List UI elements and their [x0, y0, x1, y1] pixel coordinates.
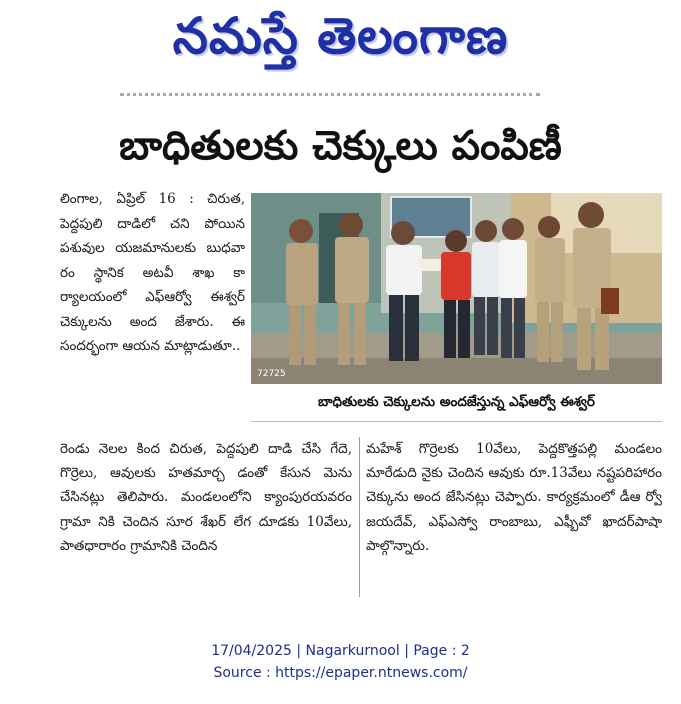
body-right-text: మహేశ్ గొర్రెలకు 10వేలు, పెద్దకొత్తపల్లి మండలం మారేడుది నైకు చెందిన ఆవుకు రూ.13వేలు నష్టపరిహారం చెక్కును అంద జేసినట్లు చెప్పారు. కార్యక్రమంలో డీఆ ర్వో జయదేవ్, ఎఫ్ఎస్వో రాంబాబు, ఎఫ్బీవో ఖాదర్‌పాషా పాల్గొన్నారు.: [366, 441, 662, 554]
masthead: [0, 0, 681, 82]
lead-paragraph-text: లింగాల, ఏప్రిల్ 16 : చిరుత, పెద్దపులి దాడిలో చని పోయిన పశువుల యజమానులకు బుధవా రం స్థానిక అటవీ శాఖ కా ర్యాలయంలో ఎఫ్ఆర్వో ఈశ్వర్ చెక్కులను అంద జేశారు. ఈ సందర్భంగా ఆయన మాట్లాడుతూ..: [60, 191, 245, 354]
column-divider: [359, 437, 360, 597]
photo-label: 72725: [257, 369, 286, 379]
footer-date-edition: 17/04/2025 | Nagarkurnool | Page : 2: [211, 643, 470, 659]
footer: [0, 640, 681, 684]
photo-illustration: [251, 193, 662, 384]
news-photo: [251, 193, 662, 384]
newspaper-title: నమస్తే తెలంగాణ: [172, 7, 509, 65]
lead-paragraph: [60, 187, 245, 359]
clipped-text-fragment: [120, 93, 540, 104]
body-column-left: [60, 437, 352, 558]
footer-source-link[interactable]: Source : https://epaper.ntnews.com/: [213, 665, 468, 681]
cutoff-next-article: [60, 606, 660, 618]
photo-caption: బాధితులకు చెక్కులను అందజేస్తున్న ఎఫ్ఆర్వో ఈశ్వర్: [251, 384, 662, 422]
article-headline: బాధితులకు చెక్కులు పంపిణీ: [119, 123, 562, 169]
body-left-text: రెండు నెలల కింద చిరుత, పెద్దపులి దాడి చేసి గేదె, గొర్రెలు, ఆవులకు హతమార్చ డంతో కేసున మెను చేసినట్లు తెలిపారు. మండలంలోని క్యాంపురయవరం గ్రామా నికి చెందిన సూర శేఖర్ లేగ దూడకు 10వేలు, పాతధారారం గ్రామానికి చెందిన: [60, 441, 352, 554]
body-column-right: [366, 437, 662, 558]
